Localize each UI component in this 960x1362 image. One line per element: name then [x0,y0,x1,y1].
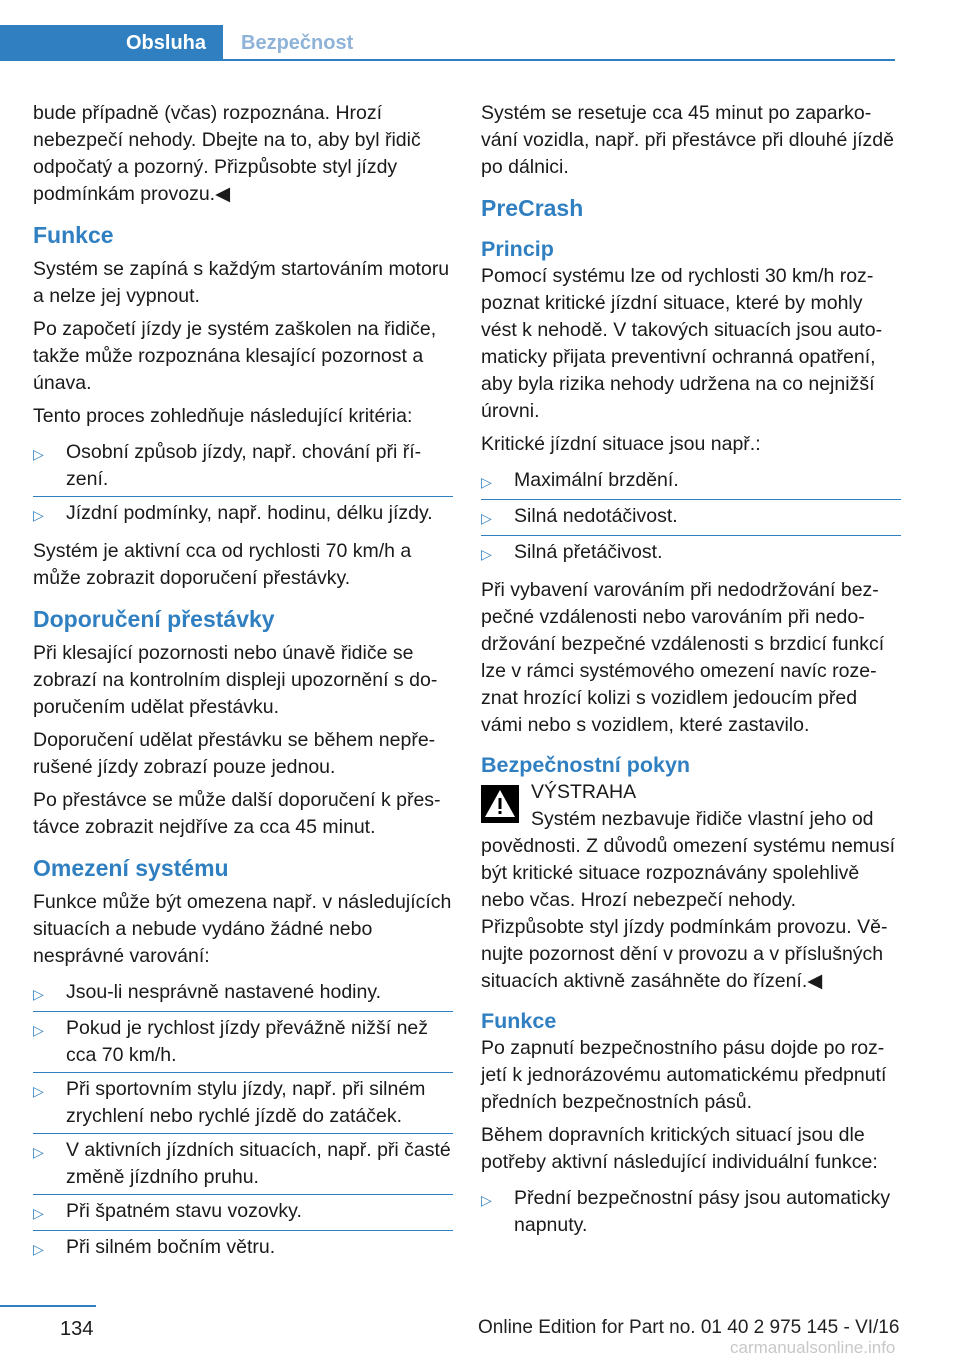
tab-bezpecnost[interactable]: Bezpečnost [241,31,354,54]
list-item: ▷ Osobní způsob jízdy, např. chování při řízení. [33,436,453,497]
warning-triangle-icon [481,785,519,823]
header-divider [0,59,895,61]
triangle-bullet-icon: ▷ [33,1241,44,1257]
heading-funkce-right: Funkce [481,1009,557,1033]
warning-title: VÝSTRAHA [531,781,637,803]
paragraph: Tento proces zohledňuje následující kritéria: [33,405,413,427]
paragraph: Během dopravních kritických situací jsou dle potřeby aktivní následující individuální funkce: [481,1124,878,1173]
edition-note: Online Edition for Part no. 01 40 2 975 145 - VI/16 [478,1317,900,1338]
list-item: ▷ Silná nedotáčivost. [481,500,901,536]
list-item: ▷ Pokud je rychlost jízdy převážně nižší než cca 70 km/h. [33,1012,453,1073]
left-column [33,100,453,1272]
triangle-bullet-icon: ▷ [481,510,492,526]
triangle-bullet-icon: ▷ [33,507,44,523]
heading-funkce: Funkce [33,222,114,248]
heading-precrash: PreCrash [481,195,584,221]
paragraph: Systém se resetuje cca 45 minut po zaparkování vozidla, např. při přestávce při dlouhé jízdě po dálnici. [481,102,894,178]
warning-box [481,779,901,995]
warning-text-rest: povědnosti. Z důvodů omezení systému nemusí být kritické situace rozpoznávány spolehlivě nebo včas. Hrozí nebezpečí nehody. Přizpůsobte styl jízdy podmínkám provozu. Věnujte pozornost dění v provozu a v příslušných situacích aktivně zasáhněte do řízení.◀ [481,835,896,992]
paragraph: Funkce může být omezena např. v následujících situacích a nebude vydáno žádné nebo nesprávné varování: [33,891,452,967]
functions-list [481,1182,901,1242]
heading-bezpecnostni-pokyn: Bezpečnostní pokyn [481,753,691,777]
paragraph: Doporučení udělat přestávku se během nepřerušené jízdy zobrazí pouze jednou. [33,729,436,778]
paragraph: Při vybavení varováním při nedodržování bezpečné vzdálenosti nebo varováním při nedodržování bezpečné vzdálenosti s brzdicí funkcí lze v rámci systémového omezení navíc rozeznat hrozící kolizi s vozidlem jedoucím před vámi nebo s vozidlem, které zastavilo. [481,579,885,736]
situations-list [481,464,901,571]
paragraph: Po přestávce se může další doporučení k přestávce zobrazit nejdříve za cca 45 minut. [33,789,441,838]
criteria-list [33,436,453,532]
paragraph: Systém se zapíná s každým startováním motoru a nelze jej vypnout. [33,258,450,307]
warning-text: Systém nezbavuje řidiče vlastní jeho od [531,808,874,830]
list-item: ▷ Jsou-li nesprávně nastavené hodiny. [33,976,453,1012]
list-item: ▷ V aktivních jízdních situacích, např. při časté změně jízdního pruhu. [33,1134,453,1195]
header-bar [0,25,895,61]
watermark: carmanualsonline.info [730,1338,896,1357]
page-number: 134 [60,1318,94,1340]
triangle-bullet-icon: ▷ [481,546,492,562]
list-item: ▷ Přední bezpečnostní pásy jsou automaticky napnuty. [481,1182,901,1242]
triangle-bullet-icon: ▷ [33,1022,44,1038]
intro-paragraph: bude případně (včas) rozpoznána. Hrozí nebezpečí nehody. Dbejte na to, aby byl řidič odpočatý a pozorný. Přizpůsobte styl jízdy podmínkám provozu.◀ [33,102,421,205]
heading-omezeni: Omezení systému [33,855,229,881]
triangle-bullet-icon: ▷ [33,1083,44,1099]
list-item: ▷ Při sportovním stylu jízdy, např. při silném zrychlení nebo rychlé jízdě do zatáček. [33,1073,453,1134]
heading-princip: Princip [481,237,554,261]
paragraph: Systém je aktivní cca od rychlosti 70 km/h a může zobrazit doporučení přestávky. [33,540,412,589]
footer-divider [0,1305,96,1307]
triangle-bullet-icon: ▷ [33,1205,44,1221]
heading-doporuceni: Doporučení přestávky [33,606,275,632]
list-item: ▷ Při špatném stavu vozovky. [33,1195,453,1231]
tab-obsluha[interactable]: Obsluha [0,25,223,61]
triangle-bullet-icon: ▷ [33,986,44,1002]
triangle-bullet-icon: ▷ [33,1144,44,1160]
paragraph: Po zapnutí bezpečnostního pásu dojde po rozjetí k jednorázovému automatickému předpnutí předních bezpečnostních pásů. [481,1037,887,1113]
paragraph: Při klesající pozornosti nebo únavě řidiče se zobrazí na kontrolním displeji upozornění s doporučením udělat přestávku. [33,642,438,718]
limits-list [33,976,453,1266]
right-column [481,100,901,1248]
list-item: ▷ Maximální brzdění. [481,464,901,500]
list-item: ▷ Silná přetáčivost. [481,536,901,571]
list-item: ▷ Jízdní podmínky, např. hodinu, délku jízdy. [33,497,453,532]
paragraph: Kritické jízdní situace jsou např.: [481,433,761,455]
triangle-bullet-icon: ▷ [33,446,44,462]
paragraph: Po započetí jízdy je systém zaškolen na řidiče, takže může rozpoznána klesající pozornost a únava. [33,318,437,394]
triangle-bullet-icon: ▷ [481,474,492,490]
paragraph: Pomocí systému lze od rychlosti 30 km/h rozpoznat kritické jízdní situace, které by mohly vést k nehodě. V takových situacích jsou automaticky přijata preventivní ochranná opatření, aby byla rizika nehody udržena na co nejnižší úrovni. [481,265,883,422]
triangle-bullet-icon: ▷ [481,1192,492,1208]
list-item: ▷ Při silném bočním větru. [33,1231,453,1266]
